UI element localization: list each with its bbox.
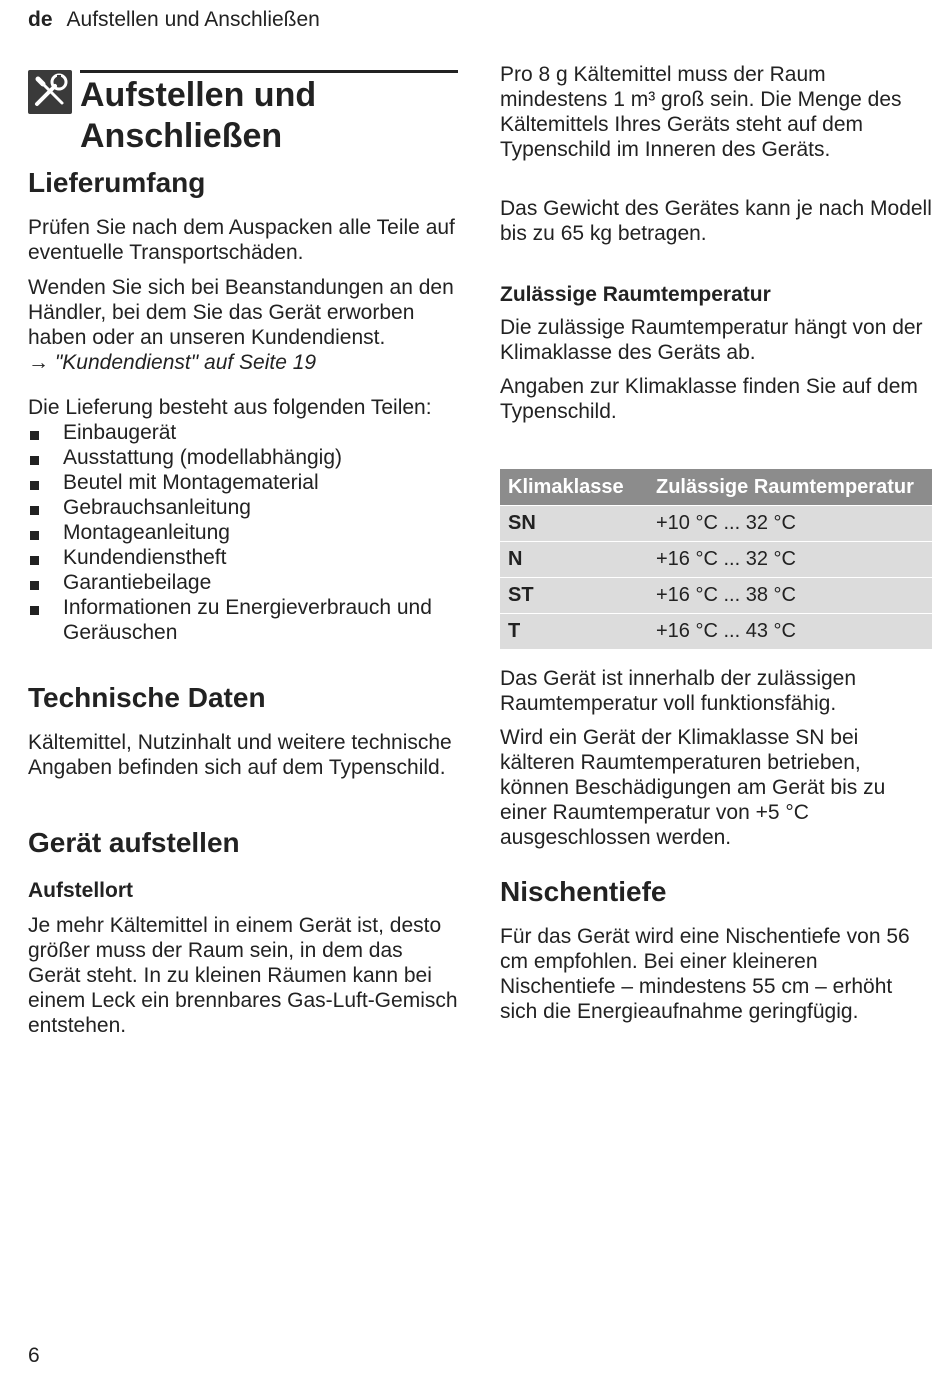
temperature-range-cell: +16 °C ... 43 °C — [648, 614, 932, 650]
technische-daten-paragraph: Kältemittel, Nutzinhalt und weitere technische Angaben befinden sich auf dem Typenschild. — [28, 731, 452, 779]
right-column — [500, 62, 932, 1024]
raumtemperatur-paragraph-4: Wird ein Gerät der Klimaklasse SN bei kälteren Raumtemperaturen betrieben, können Beschädigungen am Gerät bis zu einer Raumtemperatur von +5 °C ausgeschlossen werden. — [500, 726, 886, 849]
climate-class-table — [500, 469, 932, 649]
running-header-title: Aufstellen und Anschließen — [66, 8, 320, 31]
raumtemperatur-paragraph-2: Angaben zur Klimaklasse finden Sie auf dem Typenschild. — [500, 375, 918, 423]
table-row — [500, 542, 932, 578]
delivery-items-list — [28, 420, 460, 645]
cross-reference[interactable] — [28, 350, 460, 375]
climate-class-cell: T — [500, 614, 648, 650]
column-header-raumtemperatur: Zulässige Raumtemperatur — [648, 469, 932, 506]
running-header — [28, 8, 320, 32]
geraet-aufstellen-heading: Gerät aufstellen — [28, 827, 240, 858]
language-code: de — [28, 8, 53, 31]
list-item: Gebrauchsanleitung — [28, 495, 460, 520]
chapter-title-line1: Aufstellen und — [80, 76, 317, 114]
table-row — [500, 578, 932, 614]
column-header-klimaklasse: Klimaklasse — [500, 469, 648, 506]
aufstellort-subheading: Aufstellort — [28, 879, 133, 902]
climate-class-cell: N — [500, 542, 648, 578]
cross-reference-link[interactable]: "Kundendienst" auf Seite 19 — [54, 351, 317, 374]
raumtemperatur-paragraph-3: Das Gerät ist innerhalb der zulässigen Raumtemperatur voll funktionsfähig. — [500, 667, 857, 715]
list-item: Beutel mit Montagematerial — [28, 470, 460, 495]
lieferumfang-paragraph-1: Prüfen Sie nach dem Auspacken alle Teile auf eventuelle Transportschäden. — [28, 216, 455, 264]
temperature-range-cell: +16 °C ... 32 °C — [648, 542, 932, 578]
climate-class-cell: SN — [500, 506, 648, 542]
lieferumfang-paragraph-2: Wenden Sie sich bei Beanstandungen an den Händler, bei dem Sie das Gerät erworben haben oder an unseren Kundendienst. — [28, 276, 454, 349]
raumtemperatur-subheading: Zulässige Raumtemperatur — [500, 283, 771, 306]
list-item: Montageanleitung — [28, 520, 460, 545]
page-number: 6 — [28, 1344, 40, 1367]
temperature-range-cell: +10 °C ... 32 °C — [648, 506, 932, 542]
table-row — [500, 506, 932, 542]
nischentiefe-paragraph: Für das Gerät wird eine Nischentiefe von 56 cm empfohlen. Bei einer kleineren Nischentiefe – mindestens 55 cm – erhöht sich die Energieaufnahme geringfügig. — [500, 925, 910, 1023]
lieferumfang-heading: Lieferumfang — [28, 167, 206, 198]
list-item: Einbaugerät — [28, 420, 460, 445]
table-row — [500, 614, 932, 650]
chapter-title-line2: Anschließen — [80, 117, 283, 155]
left-column — [28, 62, 460, 1038]
nischentiefe-heading: Nischentiefe — [500, 876, 667, 907]
raumtemperatur-paragraph-1: Die zulässige Raumtemperatur hängt von der Klimaklasse des Geräts ab. — [500, 316, 923, 364]
lieferumfang-paragraph-3: Die Lieferung besteht aus folgenden Teilen: — [28, 396, 432, 419]
technische-daten-heading: Technische Daten — [28, 682, 266, 713]
arrow-right-icon: → — [28, 351, 49, 374]
climate-class-cell: ST — [500, 578, 648, 614]
temperature-range-cell: +16 °C ... 38 °C — [648, 578, 932, 614]
list-item: Garantiebeilage — [28, 570, 460, 595]
list-item: Informationen zu Energieverbrauch und Geräuschen — [28, 595, 460, 645]
refrigerant-room-paragraph: Pro 8 g Kältemittel muss der Raum mindestens 1 m³ groß sein. Die Menge des Kältemittels Ihres Geräts steht auf dem Typenschild im Inneren des Geräts. — [500, 63, 902, 161]
aufstellort-paragraph: Je mehr Kältemittel in einem Gerät ist, desto größer muss der Raum sein, in dem das Gerät steht. In zu kleinen Räumen kann bei einem Leck ein brennbares Gas-Luft-Gemisch entstehen. — [28, 914, 458, 1037]
weight-paragraph: Das Gewicht des Gerätes kann je nach Modell bis zu 65 kg betragen. — [500, 197, 932, 245]
list-item: Ausstattung (modellabhängig) — [28, 445, 460, 470]
table-header-row — [500, 469, 932, 506]
list-item: Kundendienstheft — [28, 545, 460, 570]
